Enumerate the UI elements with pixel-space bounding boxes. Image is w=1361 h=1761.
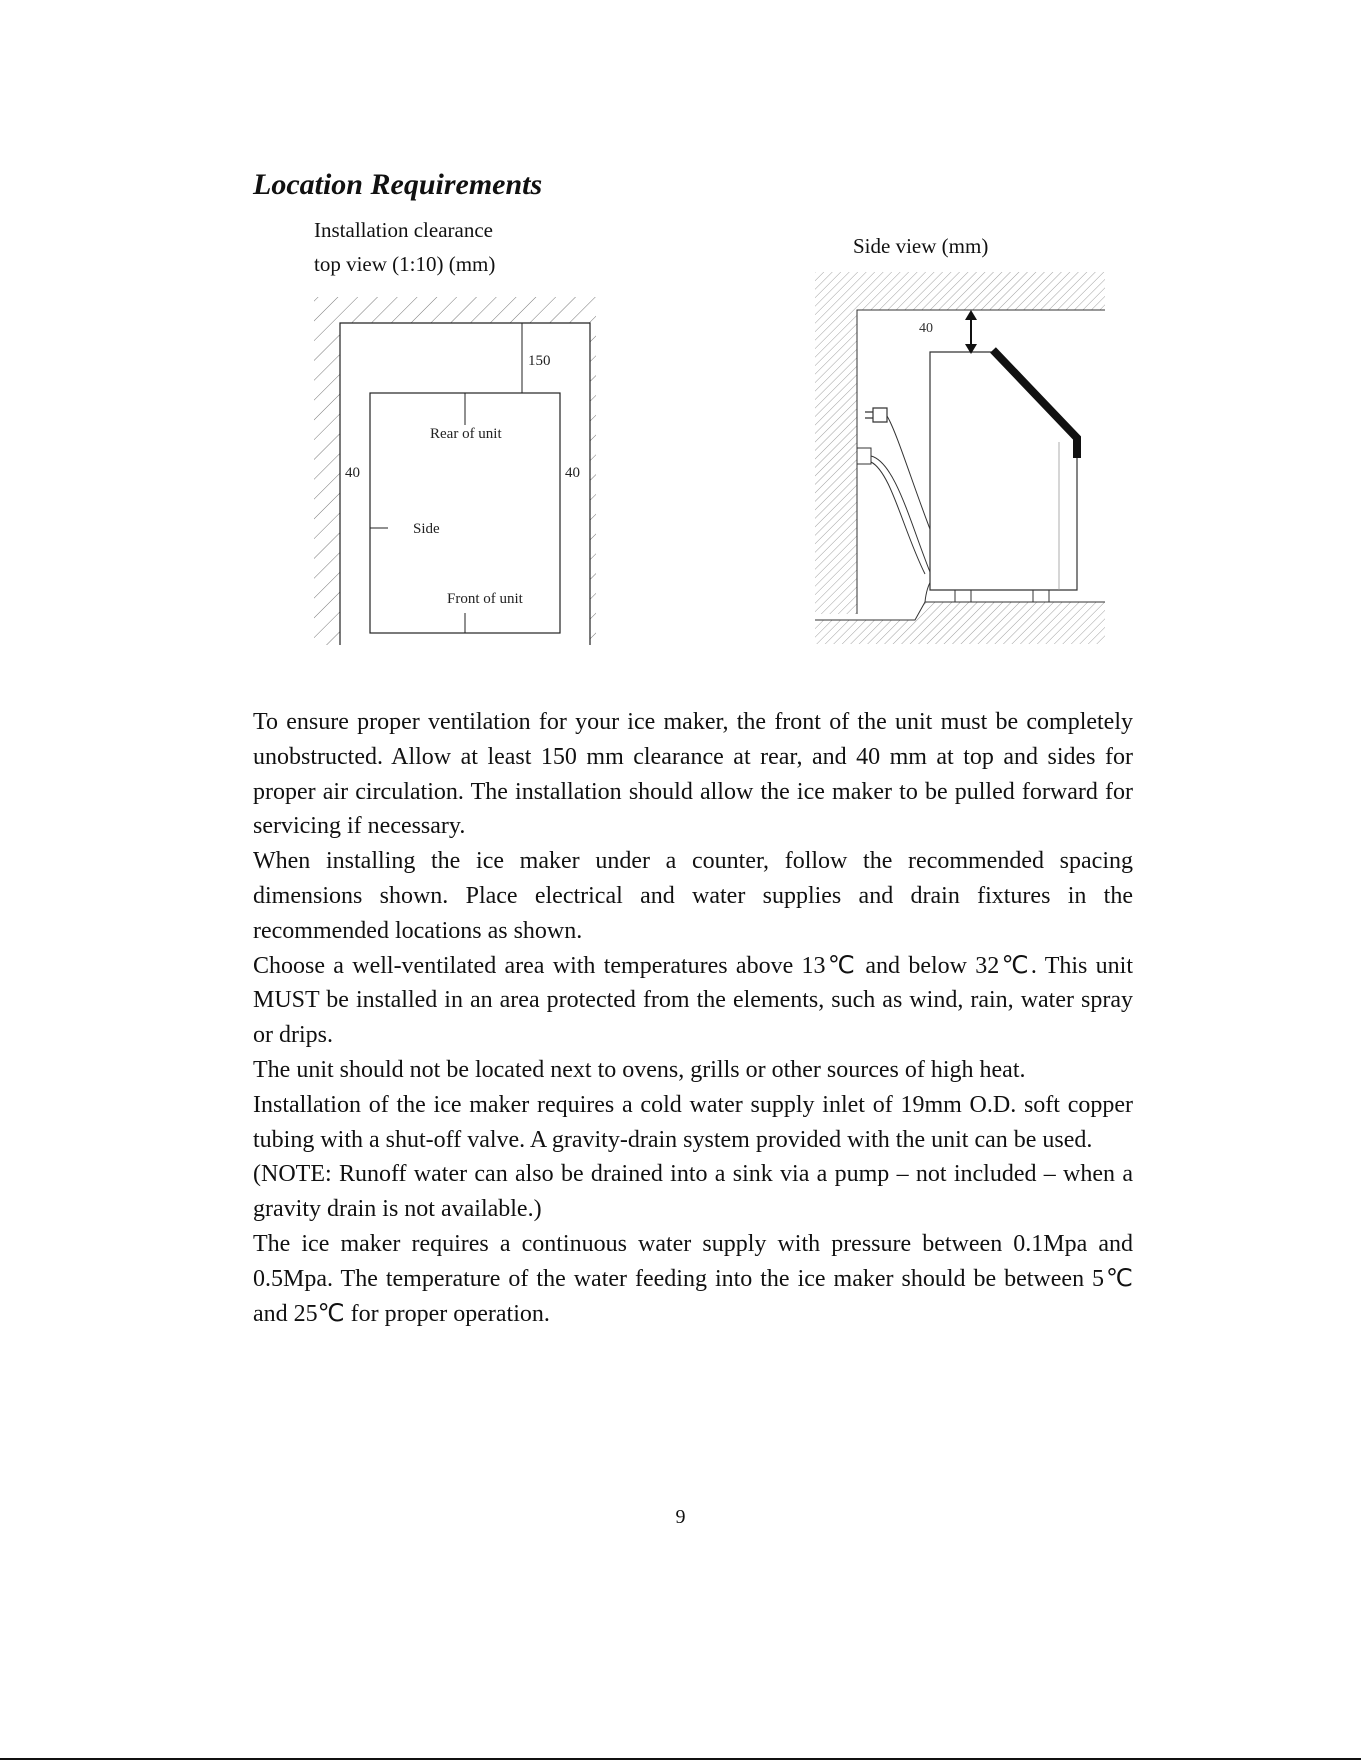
paragraph-counter-install: When installing the ice maker under a counter, follow the recommended spacing dimensions shown. Place electrical and water supplies and drain fixtures in the recommended locations as shown.: [253, 848, 1133, 944]
top-view-caption-line1: Installation clearance: [314, 218, 493, 242]
paragraph-heat-sources: The unit should not be located next to ovens, grills or other sources of high heat.: [253, 1056, 1026, 1083]
foot-right: [1033, 590, 1049, 602]
paragraph-ventilation: To ensure proper ventilation for your ice maker, the front of the unit must be completely unobstructed. Allow at least 150 mm clearance at rear, and 40 mm at top and sides for proper air circulation. The installation should allow the ice maker to be pulled forward for servicing if necessary.: [253, 709, 1133, 840]
water-inlet-tube-2: [871, 462, 925, 574]
body-text: [253, 705, 1133, 1331]
power-plug-icon: [865, 408, 887, 422]
paragraph-temperature: Choose a well-ventilated area with temperatures above 13℃ and below 32℃. This unit MUST be installed in an area protected from the elements, such as wind, rain, water spray or drips.: [253, 952, 1133, 1049]
rear-of-unit-label: Rear of unit: [430, 426, 502, 442]
top-clearance-label: 40: [919, 321, 933, 336]
page-number: 9: [675, 1506, 686, 1528]
side-view-caption: Side view (mm): [853, 234, 989, 258]
front-of-unit-label: Front of unit: [447, 591, 523, 607]
right-clearance-label: 40: [565, 465, 580, 481]
ice-maker-body: [930, 352, 1077, 590]
bottom-rule: [0, 1758, 1361, 1760]
water-inlet-fitting: [857, 448, 871, 464]
power-cord: [887, 416, 935, 542]
foot-left: [955, 590, 971, 602]
top-view-caption-line2: top view (1:10) (mm): [314, 252, 496, 276]
paragraph-water-pressure: The ice maker requires a continuous water supply with pressure between 0.1Mpa and 0.5Mpa. The temperature of the water feeding into the ice maker should be between 5℃ and 25℃ for proper operation.: [253, 1230, 1133, 1327]
floor-hatching: [815, 602, 1105, 644]
top-view-diagram: [300, 295, 610, 655]
left-clearance-label: 40: [345, 465, 360, 481]
page-heading: Location Requirements: [253, 168, 543, 201]
side-view-diagram: [815, 272, 1105, 652]
side-label: Side: [413, 521, 440, 537]
rear-clearance-label: 150: [528, 353, 551, 369]
clearance-arrow-head-top: [965, 310, 977, 320]
paragraph-note-drain: (NOTE: Runoff water can also be drained into a sink via a pump – not included – when a gravity drain is not available.): [253, 1161, 1133, 1223]
paragraph-water-supply: Installation of the ice maker requires a cold water supply inlet of 19mm O.D. soft copper tubing with a shut-off valve. A gravity-drain system provided with the unit can be used.: [253, 1091, 1133, 1153]
